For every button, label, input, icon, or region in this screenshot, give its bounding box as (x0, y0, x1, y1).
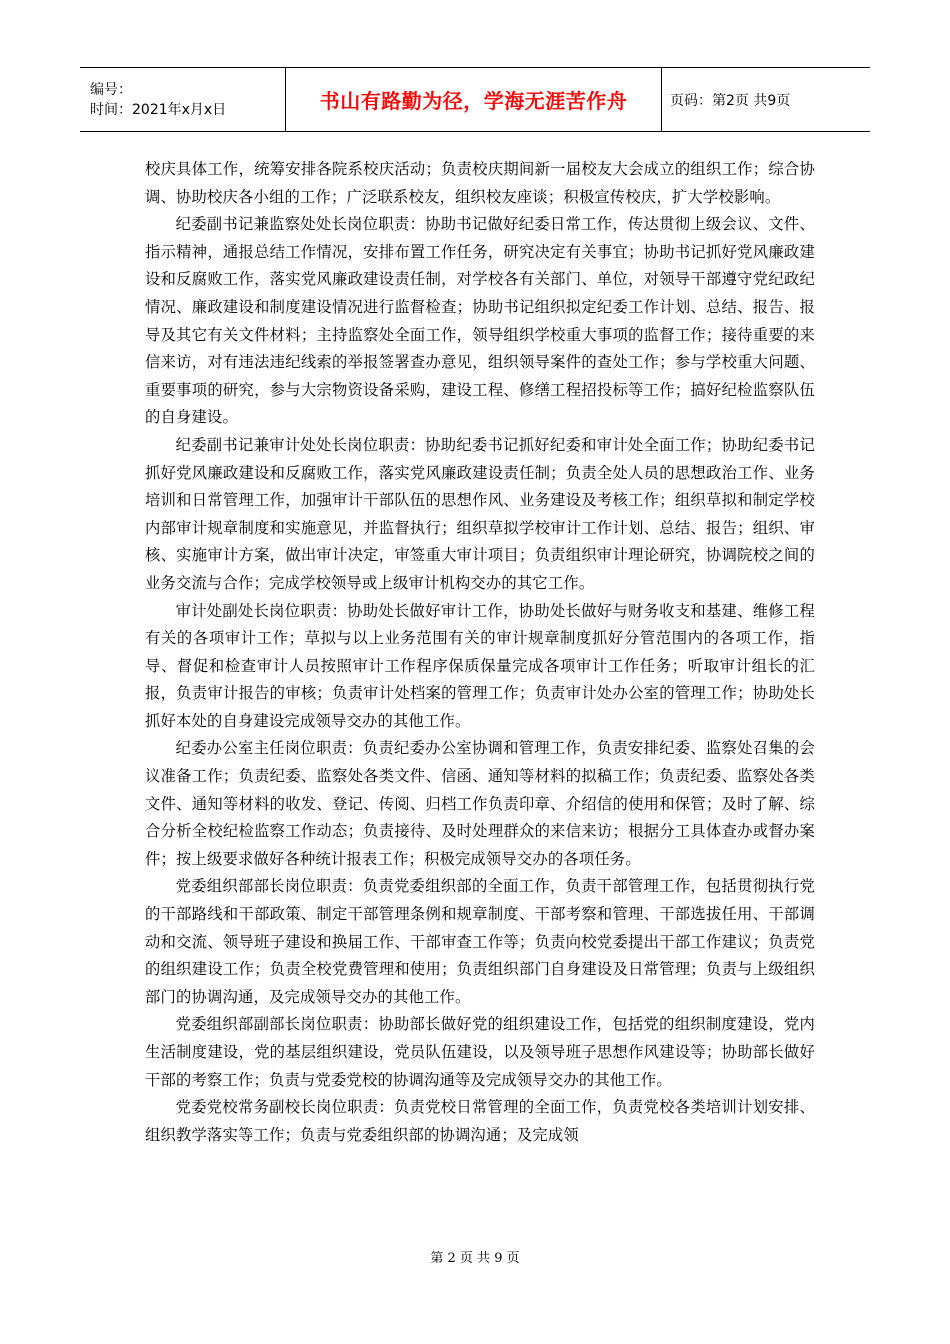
paragraph: 党委组织部部长岗位职责：负责党委组织部的全面工作，负责干部管理工作，包括贯彻执行党的干部路线和干部政策、制定干部管理条例和规章制度、干部考察和管理、干部选拔任用、干部调动和交流、领导班子建设和换届工作、干部审查工作等；负责向校党委提出干部工作建议；负责党的组织建设工作；负责全校党费管理和使用；负责组织部门自身建设及日常管理；负责与上级组织部门的协调沟通，及完成领导交办的其他工作。 (145, 877, 815, 1006)
paragraph: 党委党校常务副校长岗位职责：负责党校日常管理的全面工作，负责党校各类培训计划安排、组织教学落实等工作；负责与党委组织部的协调沟通；及完成领 (145, 1098, 815, 1144)
document-number-label: 编号： (90, 81, 132, 98)
paragraph: 审计处副处长岗位职责：协助处长做好审计工作，协助处长做好与财务收支和基建、维修工程有关的各项审计工作；草拟与以上业务范围有关的审计规章制度抓好分管范围内的各项工作，指导、督促和检查审计人员按照审计工作程序保质保量完成各项审计工作任务；听取审计组长的汇报，负责审计报告的审核；负责审计处档案的管理工作；负责审计处办公室的管理工作；协助处长抓好本处的自身建设完成领导交办的其他工作。 (145, 601, 815, 730)
paragraph: 纪委副书记兼审计处处长岗位职责：协助纪委书记抓好纪委和审计处全面工作；协助纪委书记抓好党风廉政建设和反腐败工作，落实党风廉政建设责任制；负责全处人员的思想政治工作、业务培训和日常管理工作，加强审计干部队伍的思想作风、业务建设及考核工作；组织草拟和制定学校内部审计规章制度和实施意见，并监督执行；组织草拟学校审计工作计划、总结、报告；组织、审核、实施审计方案，做出审计决定，审签重大审计项目；负责组织审计理论研究，协调院校之间的业务交流与合作；完成学校领导或上级审计机构交办的其它工作。 (145, 435, 815, 592)
page-header (80, 67, 870, 132)
header-motto-cell (286, 68, 662, 132)
page-footer: 第 2 页 共 9 页 (430, 1251, 520, 1266)
paragraph: 校庆具体工作，统筹安排各院系校庆活动；负责校庆期间新一届校友大会成立的组织工作；综合协调、协助校庆各小组的工作；广泛联系校友，组织校友座谈；积极宣传校庆，扩大学校影响。 (145, 160, 815, 206)
paragraph: 党委组织部副部长岗位职责：协助部长做好党的组织建设工作，包括党的组织制度建设，党内生活制度建设，党的基层组织建设，党员队伍建设，以及领导班子思想作风建设等；协助部长做好干部的考察工作；负责与党委党校的协调沟通等及完成领导交办的其他工作。 (145, 1015, 815, 1089)
header-meta (80, 68, 286, 132)
paragraph: 纪委办公室主任岗位职责：负责纪委办公室协调和管理工作，负责安排纪委、监察处召集的会议准备工作；负责纪委、监察处各类文件、信函、通知等材料的拟稿工作；负责纪委、监察处各类文件、通知等材料的收发、登记、传阅、归档工作负责印章、介绍信的使用和保管；及时了解、综合分析全校纪检监察工作动态；负责接待、及时处理群众的来信来访；根据分工具体查办或督办案件；按上级要求做好各种统计报表工作；积极完成领导交办的各项任务。 (145, 739, 815, 868)
header-page-label: 页码：第2页 共9页 (670, 92, 791, 109)
document-date-label: 时间：2021年x月x日 (90, 101, 227, 118)
document-body (145, 156, 815, 1149)
paragraph: 纪委副书记兼监察处处长岗位职责：协助书记做好纪委日常工作，传达贯彻上级会议、文件、指示精神，通报总结工作情况，安排布置工作任务，研究决定有关事宜；协助书记抓好党风廉政建设和反腐败工作，落实党风廉政建设责任制，对学校各有关部门、单位，对领导干部遵守党纪政纪情况、廉政建设和制度建设情况进行监督检查；协助书记组织拟定纪委工作计划、总结、报告、报导及其它有关文件材料；主持监察处全面工作，领导组织学校重大事项的监督工作；接待重要的来信来访，对有违法违纪线索的举报签署查办意见，组织领导案件的查处工作；参与学校重大问题、重要事项的研究，参与大宗物资设备采购，建设工程、修缮工程招投标等工作；搞好纪检监察队伍的自身建设。 (145, 215, 815, 427)
header-motto: 书山有路勤为径，学海无涯苦作舟 (319, 89, 628, 113)
